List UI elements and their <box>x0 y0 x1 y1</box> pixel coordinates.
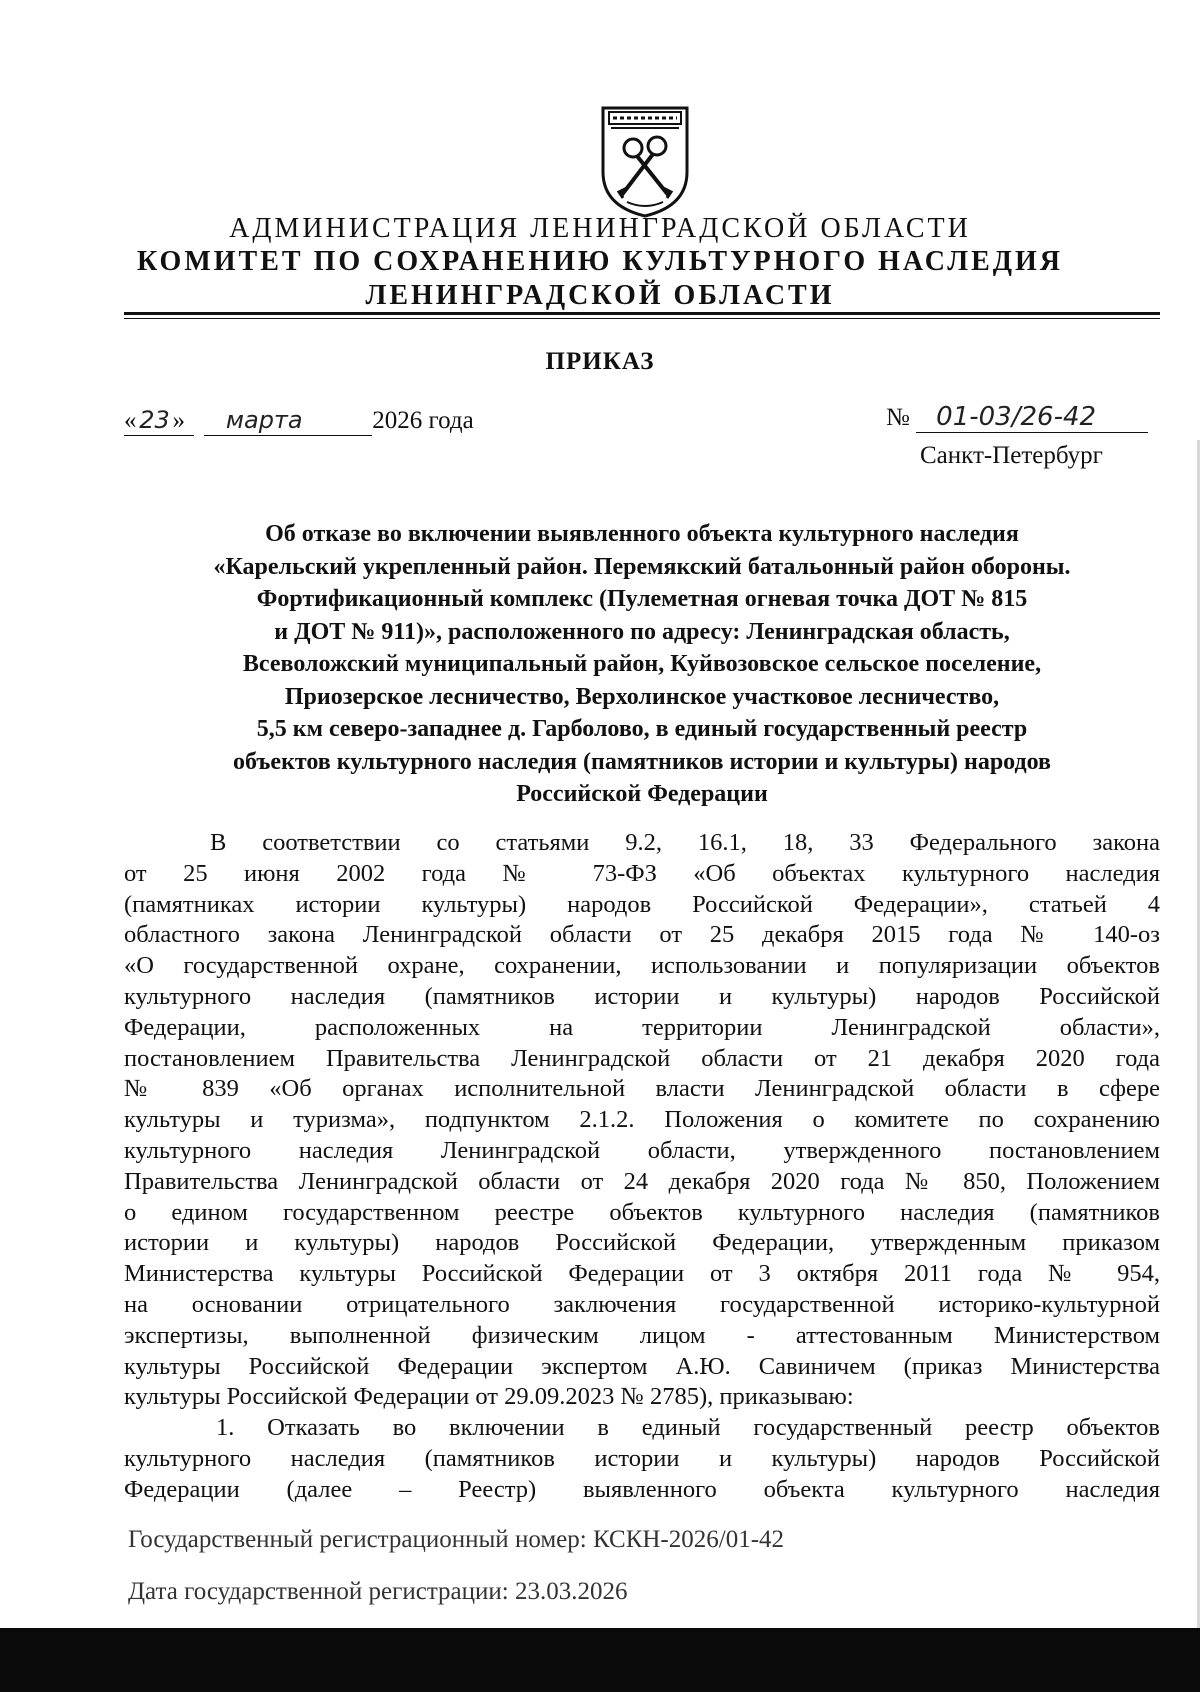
heading-line: Всеволожский муниципальный район, Куйвозовское сельское поселение, <box>242 651 1042 677</box>
body-line: культурного наследия (памятников истории и культуры) народов Российской <box>124 1444 1160 1472</box>
header-divider-thin <box>124 318 1160 319</box>
body-line: № 839 «Об органах исполнительной власти Ленинградской области в сфере <box>124 1075 1160 1103</box>
coat-of-arms-icon <box>597 102 693 220</box>
body-line: культурного наследия (памятников истории и культуры) народов Российской <box>124 982 1160 1010</box>
date-day-handwritten: 23 <box>139 406 170 434</box>
body-line: на основании отрицательного заключения государственной историко-культурной <box>124 1290 1160 1318</box>
heading-line: и ДОТ № 911)», расположенного по адресу: Ленинградская область, <box>274 618 1010 645</box>
heading-line: 5,5 км северо-западнее д. Гарболово, в единый государственный реестр <box>256 716 1028 742</box>
body-line: экспертизы, выполненной физическим лицом - аттестованным Министерством <box>124 1321 1160 1349</box>
body-line: постановлением Правительства Ленинградской области от 21 декабря 2020 года <box>124 1044 1160 1072</box>
committee-name <box>0 245 1200 313</box>
registration-date-label: Дата государственной регистрации: <box>128 1578 509 1605</box>
body-line: культуры Российской Федерации экспертом А.Ю. Савиничем (приказ Министерства <box>124 1352 1160 1380</box>
heading-line: Приозерское лесничество, Верхолинское участковое лесничество, <box>284 683 1000 710</box>
body-line: «О государственной охране, сохранении, использовании и популяризации объектов <box>124 952 1160 980</box>
date-month-handwritten: марта <box>225 406 303 434</box>
body-line: истории и культуры) народов Российской Федерации, утвержденным приказом <box>124 1229 1160 1257</box>
order-date <box>124 406 474 436</box>
registration-number-label: Государственный регистрационный номер: <box>128 1526 587 1553</box>
body-line: культуры и туризма», подпунктом 2.1.2. Положения о комитете по сохранению <box>124 1106 1160 1134</box>
registration-date <box>128 1578 628 1606</box>
date-open-quote: « <box>124 407 137 434</box>
header-divider <box>124 312 1160 315</box>
date-close-quote: » <box>172 407 185 434</box>
committee-name-line1: КОМИТЕТ ПО СОХРАНЕНИЮ КУЛЬТУРНОГО НАСЛЕДИЯ <box>136 246 1064 277</box>
body-line: о едином государственном реестре объектов культурного наследия (памятников <box>124 1198 1160 1226</box>
heading-line: объектов культурного наследия (памятников истории и культуры) народов <box>233 748 1051 775</box>
body-line: Правительства Ленинградской области от 24 декабря 2020 года № 850, Положением <box>124 1167 1160 1195</box>
body-line: областного закона Ленинградской области от 25 декабря 2015 года № 140-оз <box>124 921 1160 949</box>
order-heading <box>124 518 1160 811</box>
document-type-title: ПРИКАЗ <box>545 348 655 375</box>
body-line: В соответствии со статьями 9.2, 16.1, 18, 33 Федерального закона <box>210 829 1160 856</box>
order-number-handwritten: 01-03/26-42 <box>936 402 1097 432</box>
committee-name-line2: ЛЕНИНГРАДСКОЙ ОБЛАСТИ <box>365 280 835 311</box>
registration-number <box>128 1526 784 1554</box>
order-city: Санкт-Петербург <box>920 442 1103 469</box>
body-line: (памятниках истории культуры) народов Российской Федерации», статьей 4 <box>124 890 1160 918</box>
order-body <box>124 828 1160 1506</box>
date-year: 2026 года <box>372 407 474 434</box>
order-number-label: № <box>886 404 910 431</box>
heading-line: Об отказе во включении выявленного объекта культурного наследия <box>265 521 1019 547</box>
heading-line: Фортификационный комплекс (Пулеметная огневая точка ДОТ № 815 <box>256 586 1028 612</box>
heading-line: Российской Федерации <box>516 781 768 807</box>
scan-bottom-border <box>0 1628 1200 1692</box>
order-number <box>886 402 1148 433</box>
body-line: от 25 июня 2002 года № 73-ФЗ «Об объектах культурного наследия <box>124 859 1160 887</box>
body-line: 1. Отказать во включении в единый государственный реестр объектов <box>216 1414 1160 1442</box>
body-line: культурного наследия Ленинградской области, утвержденного постановлением <box>124 1136 1160 1164</box>
registration-number-value: КСКН-2026/01-42 <box>592 1526 785 1553</box>
body-line: Министерства культуры Российской Федерации от 3 октября 2011 года № 954, <box>124 1260 1160 1288</box>
body-line: Федерации (далее – Реестр) выявленного объекта культурного наследия <box>124 1475 1160 1503</box>
body-line: Федерации, расположенных на территории Ленинградской области», <box>124 1013 1160 1041</box>
body-line: культуры Российской Федерации от 29.09.2023 № 2785), приказываю: <box>124 1383 854 1411</box>
administration-name: АДМИНИСТРАЦИЯ ЛЕНИНГРАДСКОЙ ОБЛАСТИ <box>229 213 971 244</box>
registration-date-value: 23.03.2026 <box>515 1578 628 1605</box>
heading-line: «Карельский укрепленный район. Перемякский батальонный район обороны. <box>213 553 1071 580</box>
